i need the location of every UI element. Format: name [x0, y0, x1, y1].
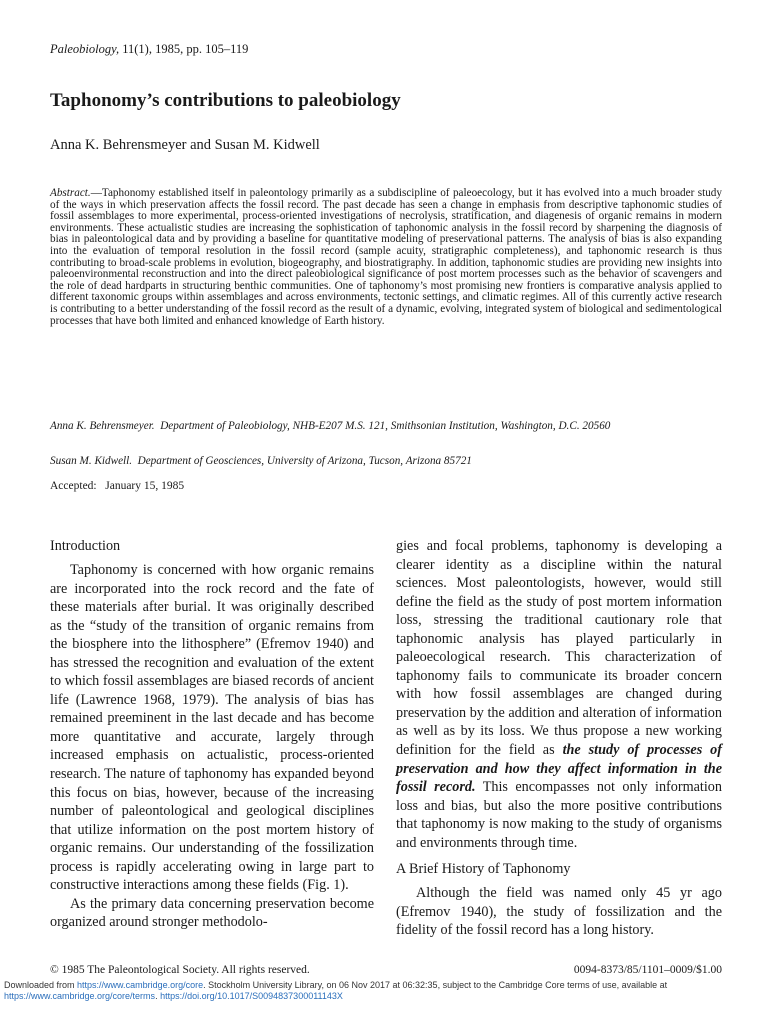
affiliation-department: Department of Geosciences, University of Arizona, Tucson, Arizona 85721 — [137, 455, 472, 467]
article-title: Taphonomy’s contributions to paleobiology — [50, 90, 401, 111]
affiliation-2 — [50, 455, 722, 468]
body-paragraph: As the primary data concerning preservation become organized around stronger methodolo- — [50, 895, 374, 931]
body-paragraph: Although the field was named only 45 yr ago (Efremov 1940), the study of fossilization and the fidelity of the fossil record has a long history. — [396, 885, 722, 939]
citation-details: 11(1), 1985, pp. 105–119 — [119, 42, 249, 56]
download-text: . Stockholm University Library, on 06 Nov 2017 at 06:32:35, subject to the Cambridge Core terms of use, available at — [203, 980, 668, 990]
paragraph-text: This encompasses not only information loss and bias, but also the more positive contributions that taphonomy is now making to the study of organisms and environments through time. — [396, 779, 722, 851]
download-text: . — [155, 991, 161, 1001]
download-text: Downloaded from — [4, 980, 78, 990]
abstract-label: Abstract. — [50, 187, 91, 199]
column-right — [396, 537, 722, 940]
download-notice — [4, 980, 764, 1002]
issn-code: 0094-8373/85/1101–0009/$1.00 — [573, 964, 722, 976]
affiliation-name: Susan M. Kidwell. — [50, 455, 133, 467]
accepted-date: Accepted: January 15, 1985 — [50, 480, 185, 492]
paragraph-text: gies and focal problems, taphonomy is developing a clearer identity as a discipline within the natural sciences. Most paleontologists, however, would still define the field as the study of post mortem information loss, stressing the traditional cautionary role that taphonomic analysis has played particularly in paleoecological research. This characterization of taphonomy fails to communicate its broader concern with how fossil assemblages are changed during preservation by the addition and alteration of information as well as by its loss. We thus propose a new working definition for the field as — [396, 538, 722, 759]
affiliation-department: Department of Paleobiology, NHB-E207 M.S. 121, Smithsonian Institution, Washington, D.C. 20560 — [160, 420, 611, 432]
author-list: Anna K. Behrensmeyer and Susan M. Kidwell — [50, 137, 320, 153]
doi-link[interactable]: https://doi.org/10.1017/S0094837300011143X — [160, 991, 343, 1001]
column-left — [50, 537, 374, 932]
body-paragraph — [396, 537, 722, 852]
terms-link[interactable]: https://www.cambridge.org/core/terms — [4, 991, 156, 1001]
abstract-text: —Taphonomy established itself in paleontology primarily as a subdiscipline of paleoecology, but it has evolved into a much broader study of the ways in which preservation affects the fossil record. The past decade has seen a change in emphasis from descriptive taphonomic studies of fossil assemblages to more experimental, process-oriented investigations of necrolysis, stratification, and diagenesis of organic remains in modern environments. These actualistic studies are increasing the sophistication of taphonomic analysis in the fossil record by sharpening the diagnosis of bias in paleontological data and by providing a baseline for quantitative modeling of preservational patterns. The analysis of bias is also expanding into the evaluation of temporal resolution in the fossil record (sample acuity, stratigraphic completeness), and taphonomic research is thus contributing to broad-scale problems in evolution, biogeography, and biostratigraphy. In addition, taphonomic studies are providing new insights into paleoenvironmental reconstruction and into the direct paleobiological significance of post mortem processes such as the behavior of scavengers and the role of dead hardparts in structuring benthic communities. One of taphonomy’s most promising new frontiers is comparative analysis applied to different taxonomic groups within assemblages and across environments, tectonic settings, and climatic regimes. All of this currently active research is contributing to a better understanding of the fossil record as the result of a dynamic, evolving, integrated system of biological and sedimentological processes that have both limited and enhanced knowledge of Earth history. — [50, 187, 722, 327]
section-heading-introduction: Introduction — [50, 538, 121, 554]
definition-emphasis: the study of processes of preservation and how they affect information in the fossil record. — [396, 742, 722, 796]
journal-citation — [50, 42, 248, 57]
journal-name: Paleobiology, — [50, 42, 120, 56]
body-paragraph: Taphonomy is concerned with how organic remains are incorporated into the rock record and the fate of these materials after burial. It was originally described as the “study of the transition of organic remains from the biosphere into the lithosphere” (Efremov 1940) and has stressed the recognition and evaluation of the extent to which fossil assemblages are biased records of ancient life (Lawrence 1968, 1979). The analysis of bias has remained preeminent in the last decade and has become more quantitative and accurate, largely through increased emphasis on actualistic, process-oriented research. The nature of taphonomy has expanded beyond this focus on bias, however, because of the increasing number of paleontological and geological disciplines that utilize information on the post mortem history of organic remains. Our understanding of the fossilization process is rapidly accelerating owing in large part to constructive interactions among these fields (Fig. 1). — [50, 562, 374, 894]
abstract — [50, 188, 722, 327]
copyright-notice: © 1985 The Paleontological Society. All rights reserved. — [50, 964, 310, 976]
cambridge-core-link[interactable]: https://www.cambridge.org/core — [77, 980, 204, 990]
affiliation-1 — [50, 420, 722, 433]
affiliation-name: Anna K. Behrensmeyer. — [50, 420, 155, 432]
section-heading-history: A Brief History of Taphonomy — [396, 861, 571, 878]
